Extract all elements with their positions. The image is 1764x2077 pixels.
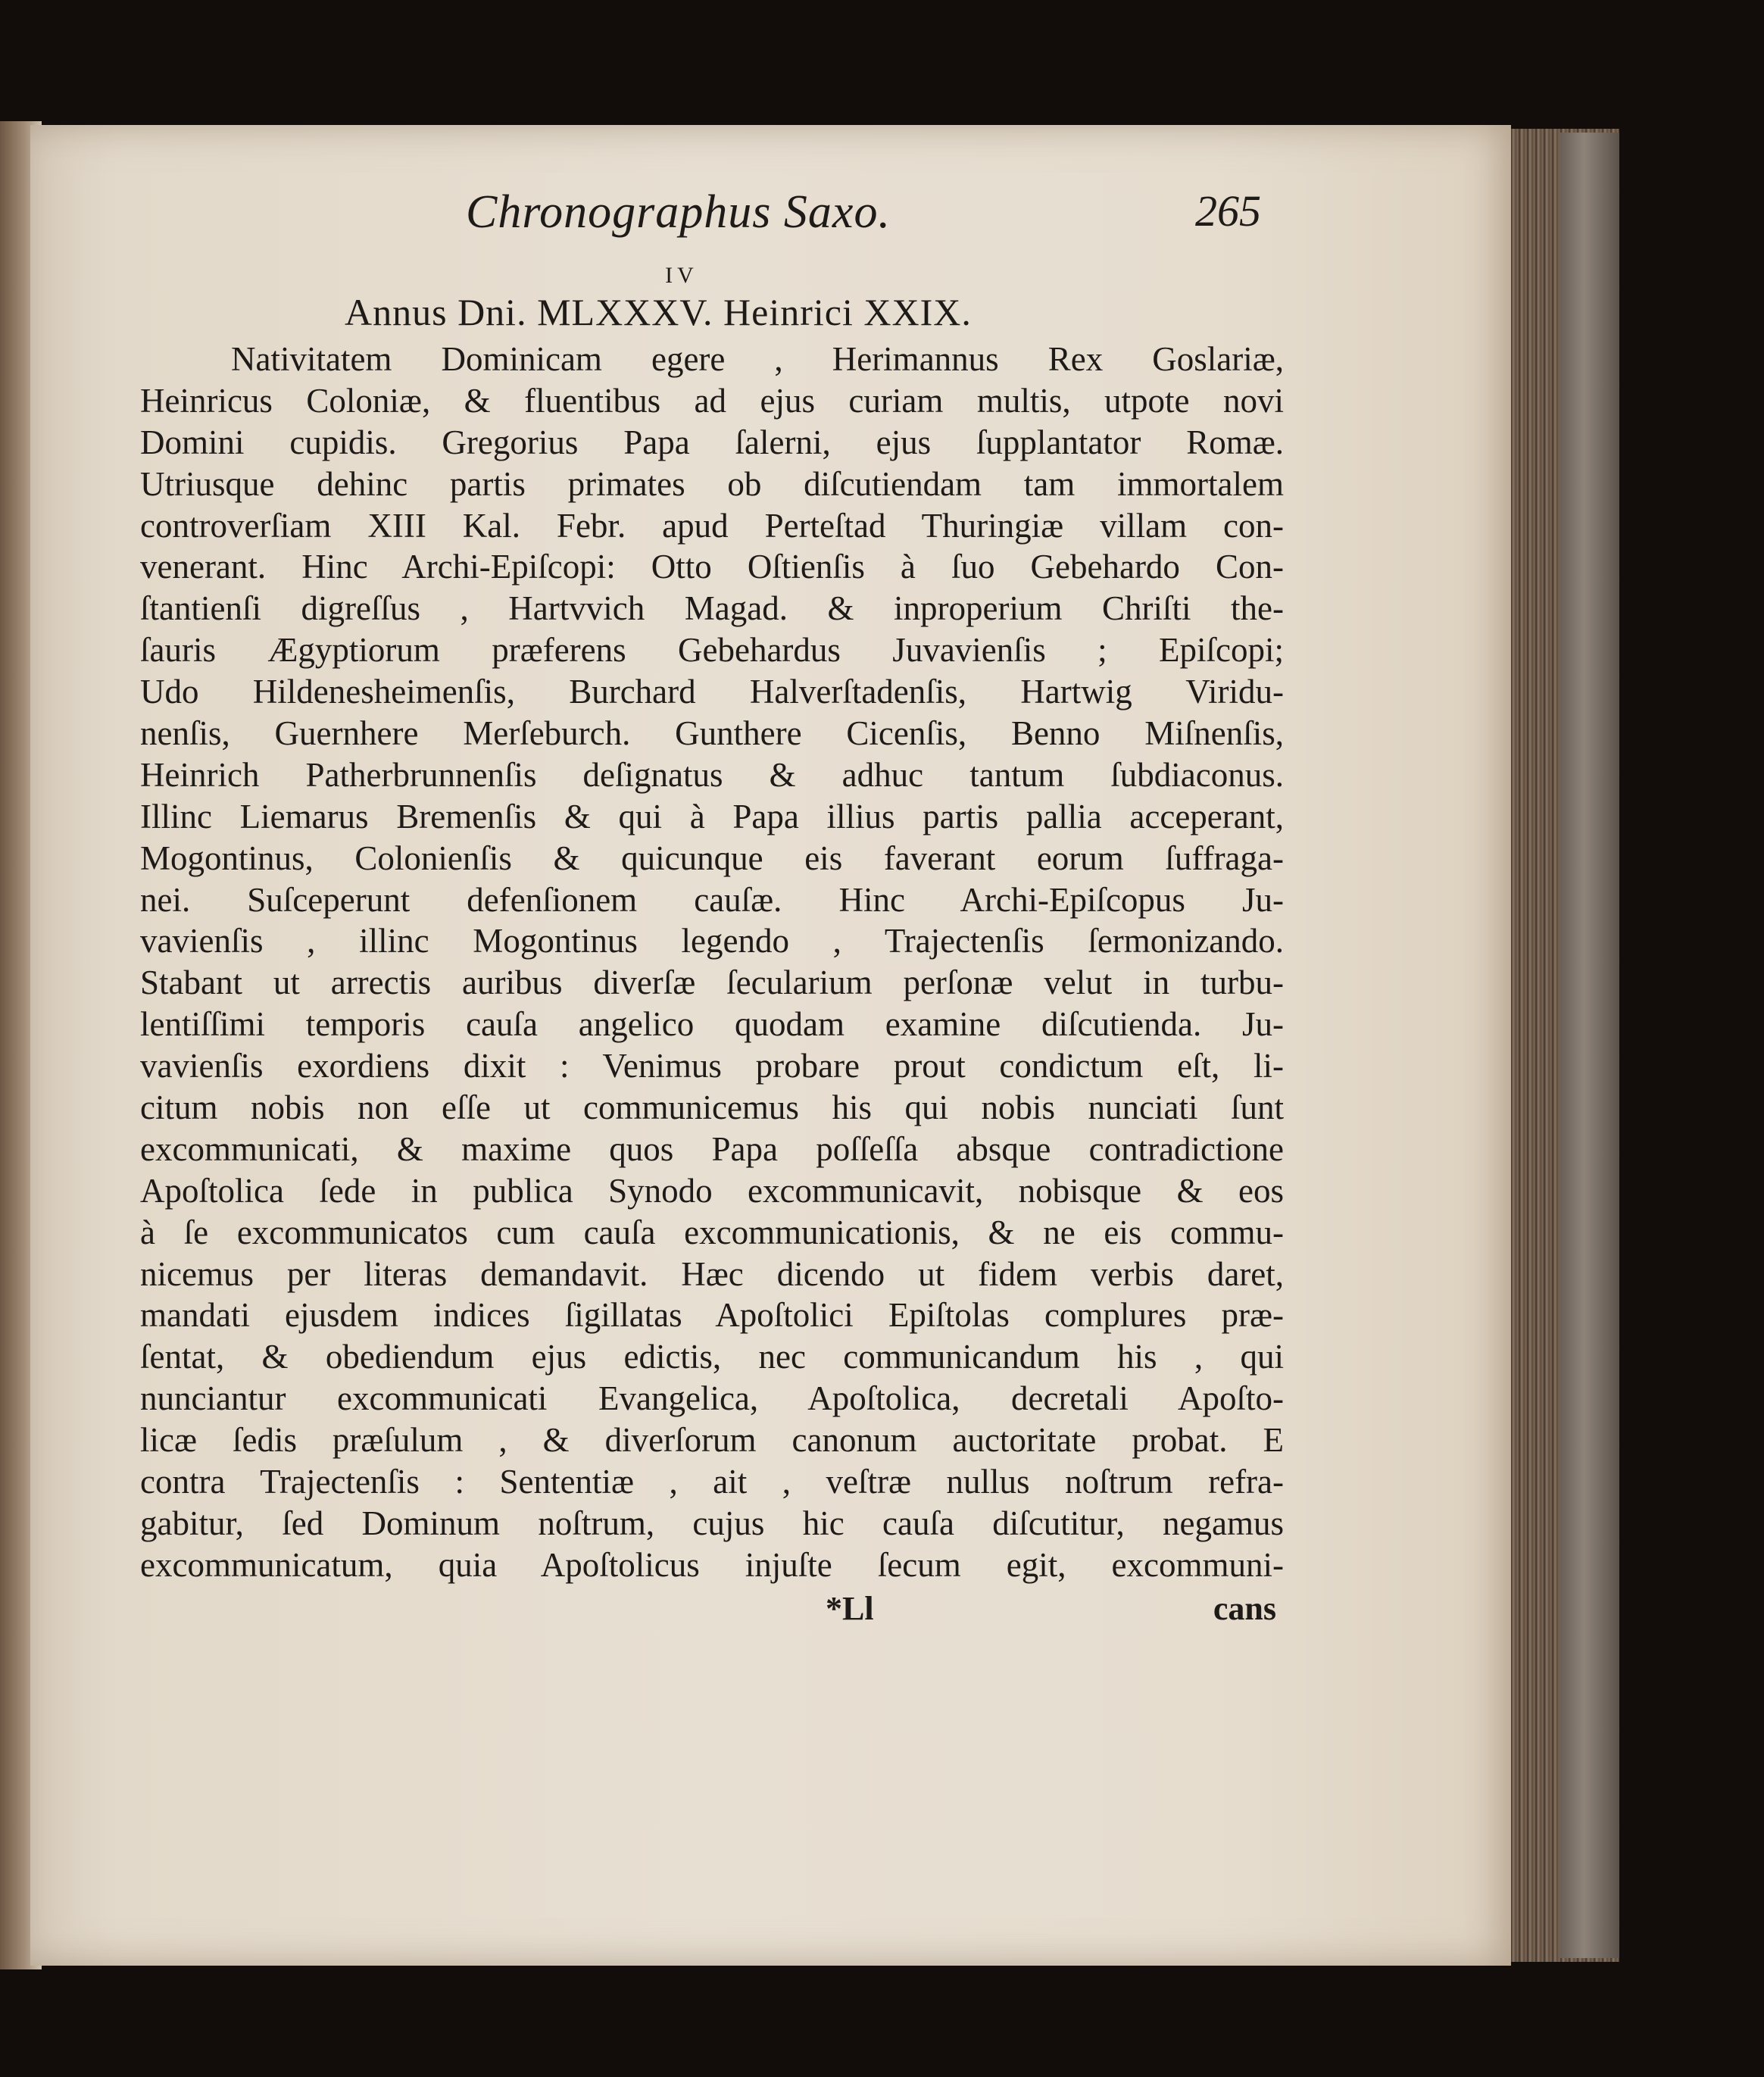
text-line: Apoſtolica ſede in publica Synodo excommunicavit, nobisque & eos <box>140 1171 1284 1210</box>
text-line: ſtantienſi digreſſus , Hartvvich Magad. & inproperium Chriſti the- <box>140 589 1284 628</box>
text-line: nenſis, Guernhere Merſeburch. Gunthere Cicenſis, Benno Miſnenſis, <box>140 714 1284 753</box>
text-line: vavienſis exordiens dixit : Venimus probare prout condictum eſt, li- <box>140 1047 1284 1085</box>
text-line: Udo Hildenesheimenſis, Burchard Halverſtadenſis, Hartwig Viridu- <box>140 673 1284 711</box>
text-line: excommunicati, & maxime quos Papa poſſeſſa absque contradictione <box>140 1129 1284 1168</box>
year-heading: Annus Dni. MLXXXV. Heinrici XXIX. <box>345 291 972 333</box>
text-line: Domini cupidis. Gregorius Papa ſalerni, ejus ſupplantator Romæ. <box>140 423 1284 461</box>
text-line: lentiſſimi temporis cauſa angelico quodam examine diſcutienda. Ju- <box>140 1005 1284 1044</box>
text-line: nunciantur excommunicati Evangelica, Apoſtolica, decretali Apoſto- <box>140 1379 1284 1418</box>
text-line: gabitur, ſed Dominum noſtrum, cujus hic cauſa diſcutitur, negamus <box>140 1504 1284 1542</box>
page-number: 265 <box>1195 186 1261 236</box>
signature-mark: IV <box>665 263 698 288</box>
text-line: citum nobis non eſſe ut communicemus his qui nobis nunciati ſunt <box>140 1088 1284 1127</box>
text-line: contra Trajectenſis : Sententiæ , ait , veſtræ nullus noſtrum refra- <box>140 1463 1284 1501</box>
text-line: Stabant ut arrectis auribus diverſæ ſecularium perſonæ velut in turbu- <box>140 964 1284 1002</box>
text-line: ſauris Ægyptiorum præferens Gebehardus Juvavienſis ; Epiſcopi; <box>140 631 1284 670</box>
text-line: venerant. Hinc Archi-Epiſcopi: Otto Oſtienſis à ſuo Gebehardo Con- <box>140 548 1284 586</box>
text-line: vavienſis , illinc Mogontinus legendo , Trajectenſis ſermonizando. <box>140 922 1284 960</box>
text-line: nei. Suſceperunt defenſionem cauſæ. Hinc Archi-Epiſcopus Ju- <box>140 880 1284 919</box>
text-line: mandati ejusdem indices ſigillatas Apoſtolici Epiſtolas complures præ- <box>140 1296 1284 1335</box>
page-text-block <box>140 186 1284 1635</box>
text-line: nicemus per literas demandavit. Hæc dicendo ut fidem verbis daret, <box>140 1254 1284 1293</box>
catchword: cans <box>1213 1589 1276 1627</box>
text-line: à ſe excommunicatos cum cauſa excommunicationis, & ne eis commu- <box>140 1213 1284 1251</box>
text-line: Illinc Liemarus Bremenſis & qui à Papa illius partis pallia acceperant, <box>140 797 1284 835</box>
text-line: Heinrich Patherbrunnenſis deſignatus & adhuc tantum ſubdiaconus. <box>140 755 1284 794</box>
text-line: Heinricus Coloniæ, & fluentibus ad ejus curiam multis, utpote novi <box>140 381 1284 420</box>
printer-signature: *Ll <box>826 1589 874 1627</box>
text-line: Utriusque dehinc partis primates ob diſcutiendam tam immortalem <box>140 464 1284 503</box>
footer-line <box>140 1589 1284 1635</box>
running-head <box>140 186 1284 254</box>
text-line: Nativitatem Dominicam egere , Herimannus Rex Goslariæ, <box>231 340 1284 378</box>
text-line: excommunicatum, quia Apoſtolicus injuſte ſecum egit, excommuni- <box>140 1545 1284 1584</box>
text-line: ſentat, & obediendum ejus edictis, nec communicandum his , qui <box>140 1338 1284 1376</box>
text-line: Mogontinus, Colonienſis & quicunque eis faverant eorum ſuffraga- <box>140 839 1284 877</box>
running-title: Chronographus Saxo. <box>466 186 891 238</box>
body-text <box>140 339 1284 1586</box>
text-line: licæ ſedis præſulum , & diverſorum canonum auctoritate probat. E <box>140 1421 1284 1460</box>
book-cover-edge <box>1560 133 1619 1958</box>
text-line: controverſiam XIII Kal. Febr. apud Perteſtad Thuringiæ villam con- <box>140 506 1284 545</box>
